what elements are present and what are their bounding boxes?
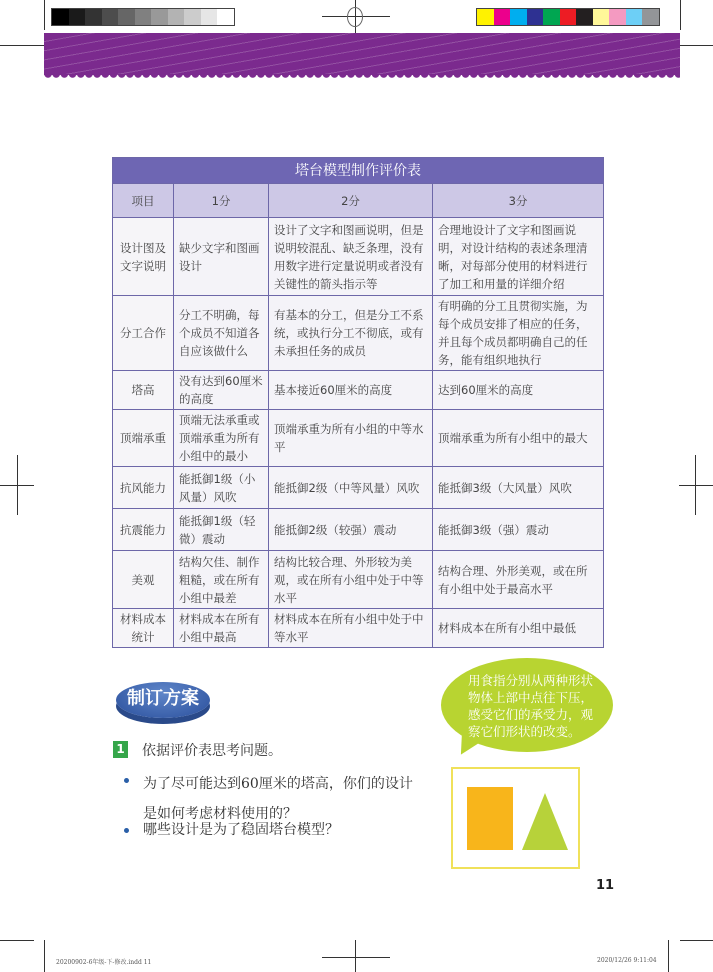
color-swatch: [626, 9, 643, 25]
row-cell-1: 顶端无法承重或顶端承重为所有小组中的最小: [174, 410, 269, 467]
color-swatch: [527, 9, 544, 25]
bullet-icon: [124, 828, 129, 833]
color-swatch-bar: [476, 8, 660, 26]
row-cell-1: 缺少文字和图画设计: [174, 218, 269, 296]
header-item: 项目: [113, 184, 174, 218]
color-swatch: [201, 9, 218, 25]
speech-bubble: [441, 658, 613, 752]
color-swatch: [593, 9, 610, 25]
color-swatch: [118, 9, 135, 25]
bullet-item: 哪些设计是为了稳固塔台模型？: [143, 822, 339, 838]
gray-swatch-bar: [51, 8, 235, 26]
row-cell-3: 能抵御3级（强）震动: [433, 509, 604, 551]
row-cell-1: 没有达到60厘米的高度: [174, 371, 269, 410]
color-swatch: [609, 9, 626, 25]
color-swatch: [52, 9, 69, 25]
section-badge: 制订方案: [116, 682, 210, 718]
row-item: 顶端承重: [113, 410, 174, 467]
row-cell-1: 分工不明确，每个成员不知道各自应该做什么: [174, 296, 269, 371]
row-cell-2: 能抵御2级（较强）震动: [269, 509, 433, 551]
bullet-icon: [124, 778, 129, 783]
row-cell-3: 有明确的分工且贯彻实施，为每个成员安排了相应的任务，并且每个成员都明确自己的任务，能有组织地执行: [433, 296, 604, 371]
file-label: 20200902-6年级-下-修改.indd 11: [56, 959, 152, 966]
row-cell-3: 材料成本在所有小组中最低: [433, 609, 604, 648]
triangle-shape: [522, 793, 568, 850]
row-cell-2: 能抵御2级（中等风量）风吹: [269, 467, 433, 509]
square-shape: [467, 787, 513, 850]
table-row: [113, 218, 604, 296]
row-item: 抗风能力: [113, 467, 174, 509]
row-item: 美观: [113, 551, 174, 609]
step-text: 依据评价表思考问题。: [142, 743, 282, 759]
row-cell-3: 能抵御3级（大风量）风吹: [433, 467, 604, 509]
row-item: 材料成本统计: [113, 609, 174, 648]
color-swatch: [510, 9, 527, 25]
row-item: 塔高: [113, 371, 174, 410]
color-swatch: [102, 9, 119, 25]
color-swatch: [85, 9, 102, 25]
color-swatch: [642, 9, 659, 25]
color-swatch: [543, 9, 560, 25]
row-item: 抗震能力: [113, 509, 174, 551]
header-banner: [44, 33, 680, 75]
row-cell-3: 达到60厘米的高度: [433, 371, 604, 410]
row-cell-1: 材料成本在所有小组中最高: [174, 609, 269, 648]
shapes-illustration: [451, 767, 580, 869]
header-1: 1分: [174, 184, 269, 218]
row-cell-2: 顶端承重为所有小组的中等水平: [269, 410, 433, 467]
color-swatch: [477, 9, 494, 25]
row-cell-3: 结构合理、外形美观，或在所有小组中处于最高水平: [433, 551, 604, 609]
row-cell-2: 材料成本在所有小组中处于中等水平: [269, 609, 433, 648]
row-cell-1: 结构欠佳、制作粗糙，或在所有小组中最差: [174, 551, 269, 609]
color-swatch: [560, 9, 577, 25]
row-cell-2: 基本接近60厘米的高度: [269, 371, 433, 410]
color-swatch: [217, 9, 234, 25]
color-swatch: [69, 9, 86, 25]
table-row: [113, 509, 604, 551]
row-cell-2: 结构比较合理、外形较为美观，或在所有小组中处于中等水平: [269, 551, 433, 609]
table-row: [113, 371, 604, 410]
table-row: [113, 296, 604, 371]
color-swatch: [576, 9, 593, 25]
color-swatch: [151, 9, 168, 25]
table-row: [113, 609, 604, 648]
table-row: [113, 551, 604, 609]
row-item: 分工合作: [113, 296, 174, 371]
row-item: 设计图及文字说明: [113, 218, 174, 296]
table-row: [113, 410, 604, 467]
row-cell-1: 能抵御1级（小风量）风吹: [174, 467, 269, 509]
color-swatch: [168, 9, 185, 25]
color-swatch: [184, 9, 201, 25]
evaluation-table: [112, 157, 604, 648]
row-cell-2: 有基本的分工，但是分工不系统，或执行分工不彻底，或有未承担任务的成员: [269, 296, 433, 371]
row-cell-2: 设计了文字和图画说明，但是说明较混乱、缺乏条理，没有用数字进行定量说明或者没有关键性的箭头指示等: [269, 218, 433, 296]
header-2: 2分: [269, 184, 433, 218]
step-number: 1: [113, 741, 128, 758]
color-swatch: [135, 9, 152, 25]
color-swatch: [494, 9, 511, 25]
bullet-item: 为了尽可能达到60厘米的塔高，你们的设计是如何考虑材料使用的？: [143, 776, 413, 822]
page-number: 11: [596, 878, 615, 893]
header-3: 3分: [433, 184, 604, 218]
bubble-text: 用食指分别从两种形状物体上部中点往下压，感受它们的承受力，观察它们形状的改变。: [468, 673, 594, 739]
table-title: 塔台模型制作评价表: [113, 158, 604, 184]
row-cell-3: 合理地设计了文字和图画说明，对设计结构的表述条理清晰，对每部分使用的材料进行了加工和用量的详细介绍: [433, 218, 604, 296]
row-cell-1: 能抵御1级（轻微）震动: [174, 509, 269, 551]
row-cell-3: 顶端承重为所有小组中的最大: [433, 410, 604, 467]
table-row: [113, 467, 604, 509]
timestamp: 2020/12/26 9:11:04: [597, 957, 657, 964]
